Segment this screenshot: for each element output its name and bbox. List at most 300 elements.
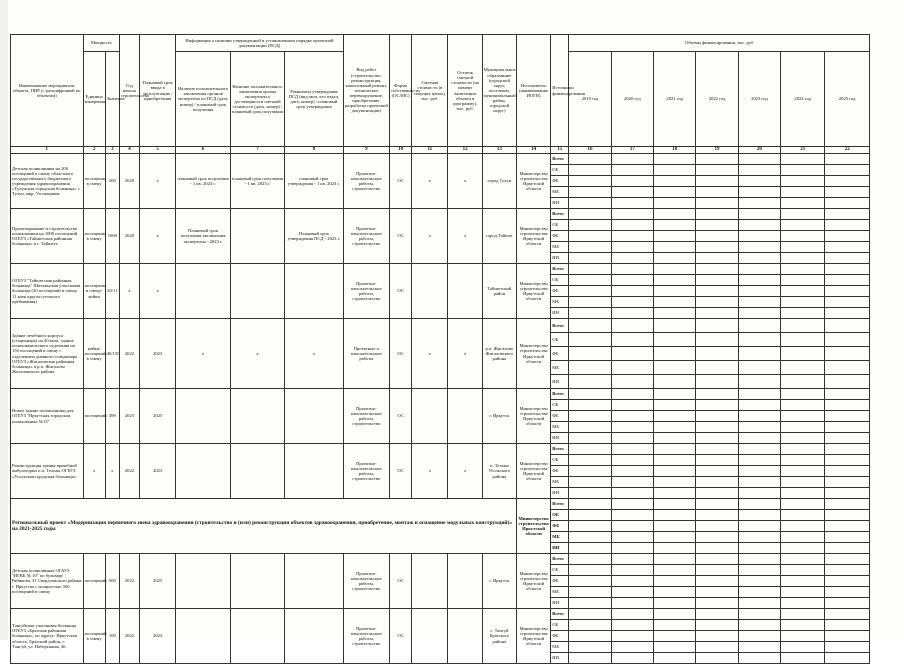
- financing-amount: [825, 565, 870, 576]
- financing-amount: [781, 253, 825, 264]
- financing-amount: [738, 631, 780, 642]
- header-unit: Единица измерения: [83, 52, 105, 147]
- financing-amount: [738, 400, 780, 411]
- financing-amount: [611, 176, 653, 187]
- source-label: ОБ: [551, 400, 569, 411]
- financing-amount: [781, 264, 825, 275]
- object-name: ОГБУЗ "Тайшетская районная больница" Шиткинская участковая больница (20 посещений в смену, 11 коек круглосуточного пребывания): [11, 264, 84, 319]
- financing-amount: [611, 286, 653, 297]
- source-label: ОБ: [551, 220, 569, 231]
- section-financing-amount: [738, 510, 780, 521]
- object-work-type: Проектно-изыскательские работы, строительство: [343, 154, 389, 209]
- object-cost: [412, 554, 448, 609]
- object-work-type: Проектно-изыскательские работы, строительство: [343, 264, 389, 319]
- object-approval: х: [285, 319, 343, 389]
- object-input-year: х: [140, 264, 176, 319]
- financing-amount: [569, 176, 611, 187]
- financing-amount: [696, 253, 738, 264]
- financing-amount: [569, 361, 611, 375]
- object-remaining: [448, 554, 482, 609]
- object-remaining: [448, 264, 482, 319]
- financing-amount: [569, 642, 611, 653]
- financing-amount: [781, 231, 825, 242]
- financing-amount: [654, 488, 696, 499]
- object-unit: посещений: [83, 554, 105, 609]
- financing-amount: [738, 242, 780, 253]
- header-planned-input: Плановый срок ввода в эксплуатацию / приобретения: [140, 35, 176, 147]
- column-number: 8: [285, 147, 343, 154]
- object-remaining: х: [448, 154, 482, 209]
- column-number: 22: [825, 147, 870, 154]
- financing-amount: [569, 477, 611, 488]
- financing-amount: [696, 264, 738, 275]
- financing-amount: [569, 422, 611, 433]
- object-expertise: [176, 264, 230, 319]
- financing-amount: [696, 609, 738, 620]
- object-unit: посещений: [83, 389, 105, 444]
- column-number: 16: [569, 147, 611, 154]
- object-ownership: ОС: [390, 154, 412, 209]
- object-expertise: Плановый срок получения заключения экспертизы - 2023 г.: [176, 209, 230, 264]
- financing-amount: [654, 466, 696, 477]
- source-label: ИИ: [551, 543, 569, 554]
- financing-amount: [781, 308, 825, 319]
- header-year: 2020 год: [611, 52, 653, 147]
- financing-amount: [569, 631, 611, 642]
- financing-amount: [781, 400, 825, 411]
- object-name: Детская поликлиника на 200 посещений в смену областного государственного бюджетного учреждения здравоохранения «Тулунская городская больница» г. Тулун, мкр. Угольщиков: [11, 154, 84, 209]
- section-financing-amount: [611, 532, 653, 543]
- object-ownership: ОС: [390, 554, 412, 609]
- financing-amount: [696, 653, 738, 664]
- financing-amount: [781, 422, 825, 433]
- financing-amount: [825, 333, 870, 347]
- object-expertise: [176, 389, 230, 444]
- financing-amount: [654, 286, 696, 297]
- financing-amount: [781, 488, 825, 499]
- financing-amount: [569, 275, 611, 286]
- financing-amount: [654, 642, 696, 653]
- section-financing-amount: [738, 532, 780, 543]
- financing-amount: [825, 620, 870, 631]
- financing-amount: [654, 455, 696, 466]
- financing-amount: [654, 154, 696, 165]
- financing-amount: [696, 361, 738, 375]
- object-cost: х: [412, 319, 448, 389]
- section-financing-amount: [738, 499, 780, 510]
- object-unit: койки/посещений в смену: [83, 319, 105, 389]
- financing-amount: [781, 375, 825, 389]
- object-input-year: х: [140, 209, 176, 264]
- financing-amount: [781, 620, 825, 631]
- object-capacity: х: [105, 444, 119, 499]
- financing-amount: [611, 297, 653, 308]
- source-label: ФБ: [551, 411, 569, 422]
- financing-amount: [825, 411, 870, 422]
- header-capacity: Мощность: [83, 35, 119, 52]
- source-label: ОБ: [551, 510, 569, 521]
- object-name: Проектирование и строительство поликлиники на 1000 посещений ОГБУЗ «Тайшетская районная больница» в г. Тайшете: [11, 209, 84, 264]
- header-work-type: Вид работ (строительство, реконструкция, капитальный ремонт, техническое перевооружение, приобретение, разработка проектной документации): [343, 35, 389, 147]
- financing-amount: [654, 242, 696, 253]
- financing-amount: [569, 308, 611, 319]
- object-cost: х: [412, 444, 448, 499]
- financing-amount: [696, 466, 738, 477]
- financing-amount: [738, 642, 780, 653]
- financing-amount: [569, 400, 611, 411]
- financing-amount: [825, 609, 870, 620]
- financing-amount: [781, 242, 825, 253]
- object-start-year: 2022: [119, 554, 139, 609]
- financing-amount: [654, 653, 696, 664]
- financing-amount: [825, 275, 870, 286]
- financing-amount: [781, 165, 825, 176]
- object-ownership: ОС: [390, 389, 412, 444]
- financing-amount: [738, 598, 780, 609]
- column-number: 3: [105, 147, 119, 154]
- object-approval: [285, 444, 343, 499]
- financing-amount: [781, 209, 825, 220]
- financing-table-body: [11, 154, 870, 664]
- source-label: ФБ: [551, 286, 569, 297]
- financing-amount: [611, 198, 653, 209]
- financing-amount: [654, 297, 696, 308]
- object-expertise: [176, 444, 230, 499]
- source-label: МБ: [551, 187, 569, 198]
- financing-amount: [781, 411, 825, 422]
- financing-amount: [781, 444, 825, 455]
- financing-amount: [781, 297, 825, 308]
- object-municipality: город Тайшет: [482, 209, 516, 264]
- financing-amount: [696, 631, 738, 642]
- financing-amount: [611, 488, 653, 499]
- financing-amount: [825, 389, 870, 400]
- section-financing-amount: [781, 532, 825, 543]
- financing-amount: [781, 598, 825, 609]
- financing-amount: [611, 253, 653, 264]
- column-number: 7: [230, 147, 284, 154]
- financing-amount: [696, 198, 738, 209]
- financing-amount: [611, 231, 653, 242]
- financing-amount: [569, 231, 611, 242]
- section-financing-amount: [654, 499, 696, 510]
- object-unit: посещения в смену/койки: [83, 264, 105, 319]
- header-start-year: Год начала строительства: [119, 35, 139, 147]
- object-executor: Министерство строительства Иркутской области: [516, 319, 550, 389]
- financing-amount: [569, 375, 611, 389]
- table-row: [11, 319, 870, 333]
- financing-amount: [569, 554, 611, 565]
- source-label: Всего: [551, 154, 569, 165]
- source-label: ИИ: [551, 375, 569, 389]
- section-financing-amount: [781, 499, 825, 510]
- section-financing-amount: [654, 532, 696, 543]
- financing-amount: [738, 488, 780, 499]
- financing-amount: [696, 488, 738, 499]
- financing-amount: [738, 209, 780, 220]
- section-financing-amount: [654, 521, 696, 532]
- object-estimate-check: х: [230, 319, 284, 389]
- financing-amount: [654, 609, 696, 620]
- financing-amount: [696, 319, 738, 333]
- financing-amount: [611, 466, 653, 477]
- section-financing-amount: [611, 543, 653, 554]
- section-financing-amount: [738, 543, 780, 554]
- column-number: 13: [482, 147, 516, 154]
- source-label: ИИ: [551, 253, 569, 264]
- source-label: ИИ: [551, 433, 569, 444]
- object-estimate-check: плановый срок получения - 1 кв. 2023 г.: [230, 154, 284, 209]
- column-number: 6: [176, 147, 230, 154]
- financing-amount: [654, 333, 696, 347]
- financing-amount: [738, 333, 780, 347]
- object-name: Здание лечебного корпуса (стационара) на 40 коек, здание поликлинического отделения на 150 посещений в смену с отделением дневного стационара ОГБУЗ «Жигаловская районная больница» в р.п. Жигалово Жигаловского района: [11, 319, 84, 389]
- object-name: Реконструкция здания врачебной амбулатории п.п. Тельма ОГБУЗ «Усольская городская больница»: [11, 444, 84, 499]
- object-work-type: Проектно-изыскательские работы, строительство: [343, 209, 389, 264]
- financing-amount: [781, 361, 825, 375]
- financing-amount: [738, 154, 780, 165]
- source-label: ФБ: [551, 466, 569, 477]
- financing-amount: [569, 198, 611, 209]
- section-financing-amount: [569, 510, 611, 521]
- financing-amount: [611, 264, 653, 275]
- financing-amount: [696, 209, 738, 220]
- table-row: [11, 209, 870, 220]
- section-financing-amount: [569, 532, 611, 543]
- financing-amount: [569, 620, 611, 631]
- section-financing-amount: [696, 521, 738, 532]
- financing-amount: [611, 433, 653, 444]
- financing-amount: [696, 275, 738, 286]
- financing-amount: [654, 587, 696, 598]
- financing-amount: [781, 455, 825, 466]
- financing-amount: [569, 347, 611, 361]
- financing-amount: [696, 554, 738, 565]
- financing-amount: [825, 466, 870, 477]
- financing-amount: [696, 176, 738, 187]
- financing-table-wrapper: [10, 34, 870, 664]
- financing-amount: [825, 264, 870, 275]
- financing-amount: [611, 565, 653, 576]
- column-number: 12: [448, 147, 482, 154]
- financing-amount: [738, 253, 780, 264]
- object-remaining: х: [448, 444, 482, 499]
- object-work-type: Проектно-изыскательские работы, строительство: [343, 389, 389, 444]
- object-executor: Министерство строительства Иркутской области: [516, 154, 550, 209]
- object-ownership: ОС: [390, 609, 412, 664]
- financing-amount: [569, 187, 611, 198]
- financing-amount: [738, 319, 780, 333]
- financing-amount: [825, 400, 870, 411]
- section-financing-amount: [569, 543, 611, 554]
- object-capacity: 40/150: [105, 319, 119, 389]
- section-financing-amount: [825, 532, 870, 543]
- financing-amount: [569, 264, 611, 275]
- financing-amount: [611, 455, 653, 466]
- source-label: МБ: [551, 242, 569, 253]
- header-executor: Исполнитель (наименование ИОГВ): [516, 35, 550, 147]
- financing-amount: [825, 455, 870, 466]
- financing-amount: [611, 653, 653, 664]
- source-label: ФБ: [551, 347, 569, 361]
- source-label: Всего: [551, 319, 569, 333]
- object-cost: [412, 389, 448, 444]
- object-capacity: 100: [105, 609, 119, 664]
- object-input-year: 2023: [140, 444, 176, 499]
- object-start-year: 2022: [119, 319, 139, 389]
- financing-amount: [654, 187, 696, 198]
- financing-amount: [611, 609, 653, 620]
- source-label: ФБ: [551, 176, 569, 187]
- financing-amount: [569, 165, 611, 176]
- source-label: Всего: [551, 209, 569, 220]
- object-approval: [285, 554, 343, 609]
- object-capacity: 1000: [105, 209, 119, 264]
- object-municipality: город Тулун: [482, 154, 516, 209]
- column-number: 19: [696, 147, 738, 154]
- financing-amount: [569, 653, 611, 664]
- financing-amount: [696, 444, 738, 455]
- object-ownership: ОС: [390, 444, 412, 499]
- object-estimate-check: [230, 609, 284, 664]
- financing-amount: [696, 220, 738, 231]
- financing-amount: [825, 176, 870, 187]
- section-financing-amount: [825, 543, 870, 554]
- object-cost: [412, 264, 448, 319]
- object-ownership: ОС: [390, 264, 412, 319]
- financing-amount: [825, 231, 870, 242]
- financing-amount: [696, 297, 738, 308]
- object-ownership: ОС: [390, 209, 412, 264]
- financing-amount: [569, 576, 611, 587]
- financing-amount: [738, 286, 780, 297]
- source-label: ФБ: [551, 231, 569, 242]
- header-name: Наименование мероприятия, объекта, ПИР (с расшифровкой по объектам): [11, 35, 84, 147]
- financing-amount: [569, 253, 611, 264]
- source-label: МБ: [551, 297, 569, 308]
- section-financing-amount: [781, 510, 825, 521]
- financing-amount: [654, 400, 696, 411]
- financing-amount: [611, 220, 653, 231]
- object-work-type: Проектно-изыскательские работы, строительство: [343, 554, 389, 609]
- financing-amount: [825, 477, 870, 488]
- header-psd-group: Информация о наличии утвержденной в установленном порядке проектной документации (ПСД): [176, 35, 343, 52]
- financing-amount: [825, 598, 870, 609]
- object-approval: [285, 609, 343, 664]
- financing-amount: [696, 286, 738, 297]
- financing-amount: [569, 466, 611, 477]
- column-number: 14: [516, 147, 550, 154]
- financing-amount: [654, 275, 696, 286]
- object-executor: Министерство строительства Иркутской области: [516, 609, 550, 664]
- object-capacity: 499: [105, 389, 119, 444]
- object-unit: посещения в смену: [83, 154, 105, 209]
- source-label: ИИ: [551, 198, 569, 209]
- source-label: ФБ: [551, 521, 569, 532]
- section-financing-amount: [696, 510, 738, 521]
- object-estimate-check: [230, 444, 284, 499]
- object-start-year: 2022: [119, 609, 139, 664]
- financing-amount: [611, 620, 653, 631]
- financing-amount: [611, 187, 653, 198]
- column-number: 20: [738, 147, 780, 154]
- object-capacity: 20/11: [105, 264, 119, 319]
- financing-amount: [738, 297, 780, 308]
- section-financing-amount: [825, 521, 870, 532]
- financing-amount: [569, 609, 611, 620]
- financing-amount: [569, 587, 611, 598]
- financing-amount: [825, 242, 870, 253]
- header-year: 2022 год: [696, 52, 738, 147]
- object-municipality: Тайшетский район: [482, 264, 516, 319]
- table-row: [11, 609, 870, 620]
- financing-amount: [825, 209, 870, 220]
- object-approval: [285, 264, 343, 319]
- financing-amount: [611, 154, 653, 165]
- object-approval: [285, 389, 343, 444]
- financing-amount: [569, 333, 611, 347]
- financing-amount: [738, 198, 780, 209]
- financing-amount: [738, 165, 780, 176]
- section-financing-amount: [696, 499, 738, 510]
- source-label: ОБ: [551, 333, 569, 347]
- object-executor: Министерство строительства Иркутской области: [516, 444, 550, 499]
- section-financing-amount: [569, 521, 611, 532]
- source-label: ОБ: [551, 275, 569, 286]
- financing-amount: [696, 231, 738, 242]
- object-start-year: 2023: [119, 389, 139, 444]
- header-remaining: Остаток сметной стоимости (на момент включения объекта в программу), тыс. руб.: [448, 35, 482, 147]
- financing-amount: [738, 220, 780, 231]
- object-executor: Министерство строительства Иркутской области: [516, 389, 550, 444]
- financing-amount: [781, 275, 825, 286]
- object-municipality: п. Тельма Усольского района: [482, 444, 516, 499]
- object-start-year: 2020: [119, 154, 139, 209]
- financing-amount: [654, 422, 696, 433]
- table-row: [11, 154, 870, 165]
- financing-amount: [781, 198, 825, 209]
- source-label: МБ: [551, 477, 569, 488]
- financing-amount: [696, 576, 738, 587]
- section-executor: Министерство строительства Иркутской области: [516, 499, 550, 554]
- column-number-row: [11, 147, 870, 154]
- header-value: Значение: [105, 52, 119, 147]
- financing-amount: [654, 477, 696, 488]
- object-name: Тангуйская участковая больница ОГБУЗ «Братская районная больница», по адресу: Иркутская область, Братский район, с. Тангуй, ул. Набережная, 46: [11, 609, 84, 664]
- header-year: 2019 год: [569, 52, 611, 147]
- object-input-year: х: [140, 154, 176, 209]
- header-source: Источники финансирования: [551, 35, 569, 147]
- object-executor: Министерство строительства Иркутской области: [516, 264, 550, 319]
- object-remaining: [448, 609, 482, 664]
- header-year: 2024 год: [781, 52, 825, 147]
- financing-amount: [569, 389, 611, 400]
- financing-amount: [696, 565, 738, 576]
- source-label: ФБ: [551, 631, 569, 642]
- financing-amount: [654, 361, 696, 375]
- financing-amount: [696, 587, 738, 598]
- object-estimate-check: [230, 264, 284, 319]
- financing-amount: [696, 375, 738, 389]
- financing-amount: [611, 209, 653, 220]
- column-number: 2: [83, 147, 105, 154]
- object-unit: х: [83, 444, 105, 499]
- financing-amount: [569, 488, 611, 499]
- object-municipality: с. Тангуй Братского района: [482, 609, 516, 664]
- object-expertise: х: [176, 319, 230, 389]
- section-financing-amount: [781, 521, 825, 532]
- section-financing-amount: [611, 510, 653, 521]
